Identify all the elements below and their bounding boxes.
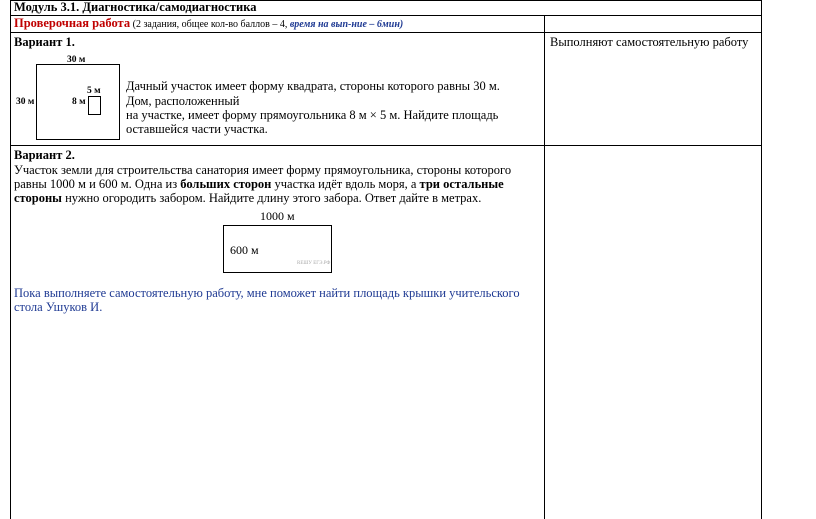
variant2-bold-sides: стороны [14, 191, 62, 205]
work-title-line [14, 16, 403, 32]
row-divider-2 [10, 32, 762, 33]
house-left-label: 8 м [72, 97, 86, 107]
variant2-line3-b: нужно огородить забором. Найдите длину этого забора. Ответ дайте в метрах. [61, 191, 482, 205]
variant2-bold-larger-sides: больших сторон [180, 177, 272, 191]
rect-top-label: 1000 м [260, 209, 295, 223]
work-meta: (2 задания, общее кол-во баллов – 4, [130, 19, 290, 30]
module-title: Модуль 3.1. Диагностика/самодиагностика [14, 0, 257, 14]
rect-left-label: 600 м [230, 243, 259, 257]
watermark: REШУ ЕГЭ.РФ [297, 261, 331, 266]
work-time: время на вып-ние – 6мин) [289, 19, 404, 30]
variant1-text-line3: на участке, имеет форму прямоугольника 8 м × 5 м. Найдите площадь [126, 108, 499, 122]
variant2-line2-a: равны 1000 м и 600 м. Одна из [14, 177, 181, 191]
helper-line1: Пока выполняете самостоятельную работу, мне поможет найти площадь крышки учительского [14, 286, 520, 300]
variant2-bold-three-remaining: три остальные [419, 177, 504, 191]
table-border-right [761, 0, 762, 519]
work-title: Проверочная работа [14, 16, 131, 30]
right-column-note: Выполняют самостоятельную работу [550, 35, 749, 49]
row-divider-3 [10, 145, 762, 146]
helper-line2: стола Ушуков И. [14, 300, 103, 314]
square-top-label: 30 м [67, 55, 86, 65]
variant2-line1: Участок земли для строительства санатория имеет форму прямоугольника, стороны которого [14, 163, 512, 177]
variant1-title: Вариант 1. [14, 35, 75, 49]
house-top-label: 5 м [87, 86, 101, 96]
variant2-line2-c: участка идёт вдоль моря, а [271, 177, 420, 191]
variant1-text-line1: Дачный участок имеет форму квадрата, стороны которого равны 30 м. [126, 79, 500, 93]
variant2-title: Вариант 2. [14, 148, 75, 162]
variant2-line2 [14, 177, 504, 192]
column-divider [544, 15, 545, 519]
table-border-left [10, 0, 11, 519]
lesson-table [10, 0, 762, 519]
variant1-text-line4: оставшейся части участка. [126, 122, 268, 136]
variant2-line3 [14, 191, 481, 206]
variant1-text-line2: Дом, расположенный [126, 94, 240, 108]
house-rectangle [88, 96, 101, 115]
square-left-label: 30 м [16, 97, 35, 107]
